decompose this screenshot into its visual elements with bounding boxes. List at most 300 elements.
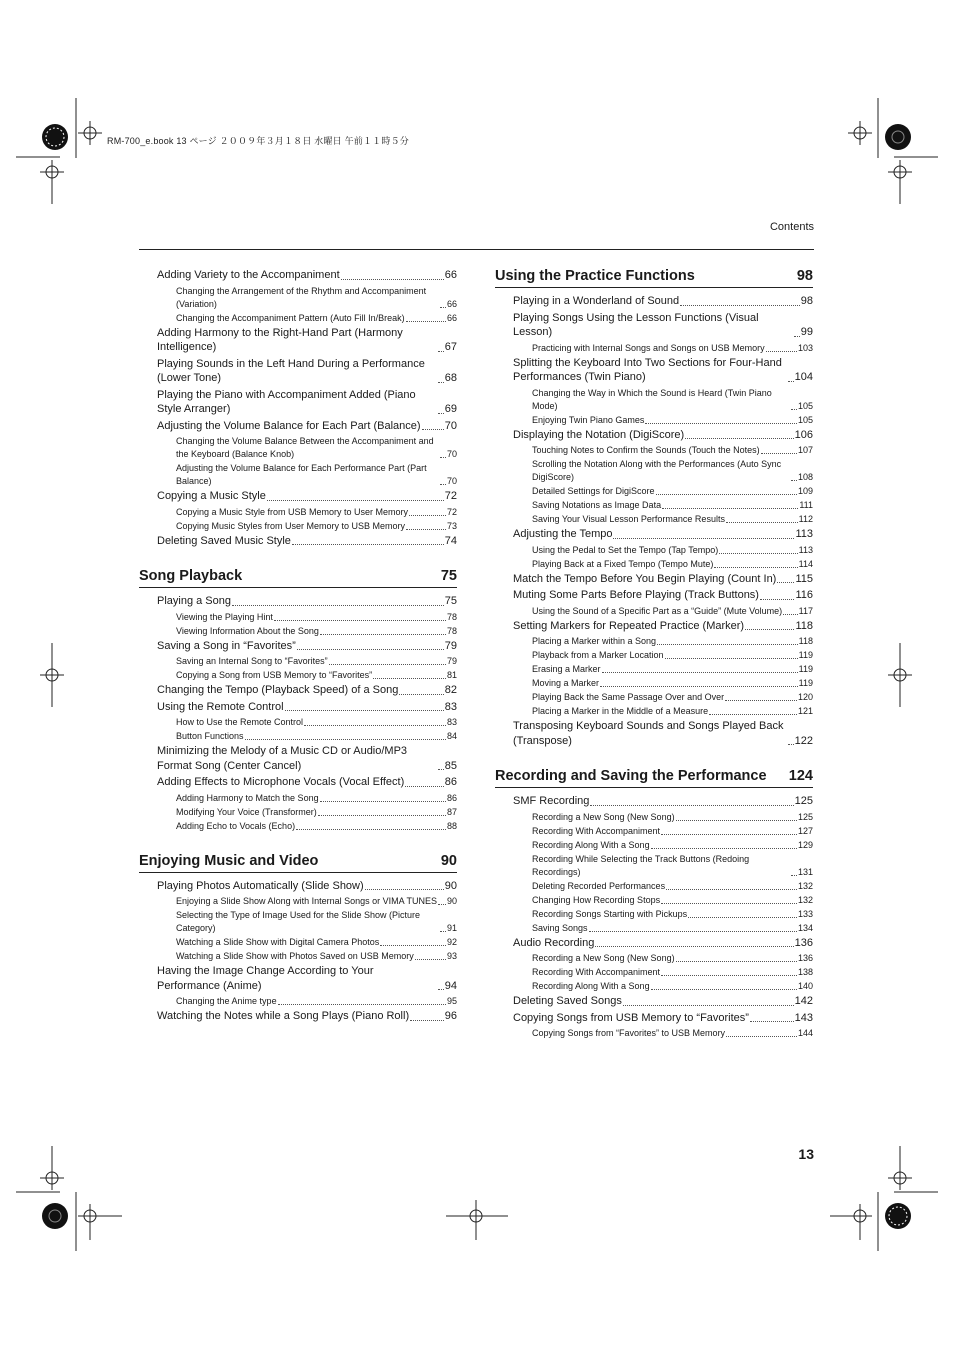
toc-entry[interactable] [139, 639, 457, 654]
entry-title: Adjusting the Volume Balance for Each Performance Part (Part Balance) [176, 463, 427, 486]
entry-title: Enjoying a Slide Show Along with Internal Songs or VIMA TUNES [176, 896, 437, 906]
entry-title: How to Use the Remote Control [176, 717, 304, 727]
toc-subentry[interactable] [495, 605, 813, 618]
toc-subentry[interactable] [495, 444, 813, 457]
dot-leader [761, 453, 797, 454]
section-title: Song Playback [139, 568, 243, 584]
toc-subentry[interactable] [495, 458, 813, 484]
entry-title: Watching a Slide Show with Photos Saved on USB Memory [176, 951, 414, 961]
entry-page: 72 [444, 490, 457, 502]
dot-leader [662, 508, 798, 509]
toc-entry[interactable] [139, 594, 457, 609]
dot-leader [399, 694, 443, 695]
dot-leader [245, 739, 446, 740]
entry-title: Adding Effects to Microphone Vocals (Vocal Effect) [157, 776, 405, 788]
entry-page: 125 [794, 795, 813, 807]
entry-title: Watching the Notes while a Song Plays (Piano Roll) [157, 1010, 410, 1022]
dot-leader [410, 1020, 444, 1021]
toc-subentry[interactable] [139, 820, 457, 833]
entry-title: Minimizing the Melody of a Music CD or Audio/MP3 Format Song (Center Cancel) [157, 745, 408, 772]
entry-page: 87 [446, 806, 457, 817]
right-column [495, 268, 813, 1060]
entry-title: Playing Songs Using the Lesson Functions (Visual Lesson) [513, 311, 759, 338]
dot-leader [666, 889, 797, 890]
dot-leader [438, 989, 444, 990]
dot-leader [794, 336, 800, 337]
entry-page: 122 [794, 734, 813, 747]
section-title: Enjoying Music and Video [139, 852, 319, 869]
dot-leader [676, 961, 797, 962]
dot-leader [791, 409, 797, 410]
page-number: 13 [798, 1146, 814, 1162]
dot-leader [438, 351, 444, 352]
dot-leader [304, 725, 446, 726]
entry-page: 103 [797, 342, 813, 353]
entry-page: 86 [446, 792, 457, 803]
toc-entry[interactable] [495, 619, 813, 634]
toc-entry[interactable] [495, 588, 813, 603]
toc-subentry[interactable] [139, 625, 457, 638]
dot-leader [365, 889, 444, 890]
dot-leader [318, 815, 446, 816]
dot-leader [726, 522, 798, 523]
entry-title: Setting Markers for Repeated Practice (Marker) [513, 619, 745, 632]
section-page: 75 [440, 568, 457, 584]
toc-section [495, 268, 813, 748]
entry-title: SMF Recording [513, 795, 590, 807]
toc-subentry[interactable] [495, 705, 813, 718]
entry-page: 106 [794, 428, 813, 441]
entry-title: Recording Along With a Song [532, 981, 650, 991]
toc-subentry[interactable] [139, 655, 457, 668]
section-heading[interactable] [139, 568, 457, 588]
toc-subentry[interactable] [495, 811, 813, 824]
entry-page: 88 [446, 820, 457, 831]
entry-page: 118 [798, 636, 813, 646]
entry-title: Using the Pedal to Set the Tempo (Tap Tempo) [532, 544, 719, 555]
toc-entry[interactable] [495, 719, 813, 748]
toc-entry[interactable] [139, 744, 457, 773]
toc-entry[interactable] [495, 936, 813, 951]
toc-entry[interactable] [495, 572, 813, 587]
entry-title: Changing the Accompaniment Pattern (Auto Fill In/Break) [176, 312, 405, 323]
toc-section [495, 768, 813, 1040]
entry-title: Changing the Way in Which the Sound is Heard (Twin Piano Mode) [532, 387, 772, 411]
dot-leader [623, 1005, 794, 1006]
dot-leader [341, 279, 444, 280]
entry-title: Using the Remote Control [157, 700, 284, 713]
entry-page: 98 [800, 295, 813, 307]
toc-subentry[interactable] [139, 792, 457, 805]
toc-entry[interactable] [495, 356, 813, 385]
entry-title: Recording a New Song (New Song) [532, 811, 675, 822]
entry-page: 119 [798, 664, 813, 674]
entry-title: Recording Along With a Song [532, 839, 650, 850]
entry-page: 74 [444, 534, 457, 547]
entry-title: Saving Notations as Image Data [532, 500, 662, 510]
entry-page: 134 [797, 922, 813, 933]
toc-subentry[interactable] [139, 730, 457, 743]
toc-subentry[interactable] [495, 894, 813, 907]
toc-entry[interactable] [495, 527, 813, 542]
entry-title: Match the Tempo Before You Begin Playing (Count In) [513, 572, 777, 585]
toc-subentry[interactable] [495, 677, 813, 690]
dot-leader [590, 805, 793, 806]
toc-subentry[interactable] [139, 895, 457, 908]
dot-leader [613, 538, 794, 539]
entry-title: Copying a Music Style [157, 490, 266, 502]
entry-title: Saving a Song in “Favorites” [157, 639, 296, 652]
entry-title: Changing the Tempo (Playback Speed) of a Song [157, 684, 399, 696]
toc-entry[interactable] [139, 1009, 457, 1024]
entry-page: 119 [798, 678, 813, 688]
dot-leader [589, 931, 797, 932]
section-heading[interactable] [495, 768, 813, 788]
entry-title: Playback from a Marker Location [532, 650, 664, 660]
entry-page: 104 [794, 371, 813, 383]
entry-page: 66 [444, 269, 457, 281]
entry-page: 75 [444, 595, 457, 607]
dot-leader [438, 382, 444, 383]
entry-title: Playing Photos Automatically (Slide Show) [157, 879, 364, 892]
entry-page: 136 [794, 936, 813, 949]
entry-page: 144 [797, 1028, 813, 1038]
entry-page: 112 [798, 514, 813, 524]
dot-leader [440, 307, 446, 308]
dot-leader [600, 686, 798, 687]
dot-leader [595, 946, 793, 947]
entry-title: Recording Songs Starting with Pickups [532, 908, 688, 919]
entry-title: Saving an Internal Song to “Favorites” [176, 656, 328, 666]
entry-page: 66 [446, 312, 457, 323]
toc-subentry[interactable] [495, 485, 813, 498]
file-info-line: RM-700_e.book 13 ページ ２００９年３月１８日 水曜日 午前１１時５分 [107, 136, 409, 146]
toc-subentry[interactable] [495, 663, 813, 676]
toc-subentry[interactable] [139, 936, 457, 949]
entry-title: Recording a New Song (New Song) [532, 953, 675, 963]
dot-leader [440, 931, 446, 932]
dot-leader [267, 500, 444, 501]
toc-entry[interactable] [139, 489, 457, 504]
dot-leader [766, 351, 797, 352]
entry-page: 70 [446, 449, 457, 459]
dot-leader [320, 634, 446, 635]
toc-entry[interactable] [139, 775, 457, 790]
entry-title: Button Functions [176, 731, 244, 741]
entry-page: 78 [446, 611, 457, 622]
toc-subentry[interactable] [139, 669, 457, 682]
dot-leader [297, 649, 444, 650]
dot-leader [406, 321, 446, 322]
dot-leader [791, 875, 797, 876]
toc-subentry[interactable] [495, 980, 813, 993]
entry-title: Enjoying Twin Piano Games [532, 414, 645, 425]
entry-title: Saving Your Visual Lesson Performance Results [532, 514, 725, 524]
entry-page: 79 [446, 656, 457, 666]
toc-entry[interactable] [139, 419, 457, 434]
dot-leader [661, 975, 797, 976]
entry-page: 95 [446, 996, 457, 1006]
entry-page: 109 [797, 486, 813, 496]
toc-entry[interactable] [495, 294, 813, 309]
entry-title: Deleting Saved Songs [513, 995, 622, 1007]
entry-page: 84 [446, 731, 457, 741]
entry-page: 91 [446, 923, 457, 933]
toc-entry[interactable] [139, 879, 457, 894]
entry-title: Erasing a Marker [532, 664, 601, 674]
entry-title: Transposing Keyboard Sounds and Songs Played Back (Transpose) [513, 720, 784, 747]
dot-leader [725, 700, 797, 701]
section-heading[interactable] [139, 853, 457, 873]
section-title: Recording and Saving the Performance [495, 768, 767, 784]
toc-subentry[interactable] [495, 499, 813, 512]
entry-title: Recording With Accompaniment [532, 825, 661, 836]
dot-leader [791, 480, 797, 481]
section-page: 90 [440, 852, 457, 869]
toc-entry[interactable] [495, 994, 813, 1009]
dot-leader [440, 457, 446, 458]
entry-title: Audio Recording [513, 936, 595, 949]
dot-leader [415, 959, 446, 960]
entry-page: 90 [446, 896, 457, 906]
toc-subentry[interactable] [495, 825, 813, 838]
entry-title: Adjusting the Tempo [513, 528, 613, 540]
entry-title: Copying Songs from USB Memory to “Favorites” [513, 1011, 749, 1024]
entry-title: Copying a Song from USB Memory to “Favorites” [176, 670, 373, 680]
entry-page: 66 [446, 298, 457, 309]
dot-leader [657, 644, 798, 645]
toc-entry[interactable] [139, 534, 457, 549]
entry-page: 81 [446, 670, 457, 680]
dot-leader [788, 744, 794, 745]
entry-page: 118 [795, 619, 813, 632]
toc-subentry[interactable] [495, 691, 813, 704]
toc-subentry[interactable] [495, 635, 813, 648]
entry-title: Playing the Piano with Accompaniment Added (Piano Style Arranger) [157, 388, 416, 415]
toc-subentry[interactable] [139, 909, 457, 935]
section-page: 124 [788, 768, 813, 784]
dot-leader [438, 413, 444, 414]
entry-page: 69 [444, 403, 457, 415]
toc-entry[interactable] [139, 388, 457, 417]
toc-subentry[interactable] [139, 520, 457, 533]
toc-subentry[interactable] [139, 312, 457, 325]
entry-page: 70 [444, 419, 457, 432]
entry-page: 73 [446, 520, 457, 531]
section-heading[interactable] [495, 268, 813, 288]
dot-leader [719, 553, 797, 554]
dot-leader [680, 305, 800, 306]
entry-title: Scrolling the Notation Along with the Performances (Auto Sync DigiScore) [532, 459, 782, 482]
entry-page: 72 [446, 506, 457, 517]
toc-subentry[interactable] [139, 950, 457, 963]
toc-subentry[interactable] [495, 880, 813, 893]
entry-title: Deleting Saved Music Style [157, 534, 291, 547]
entry-page: 138 [797, 967, 813, 977]
entry-page: 127 [797, 825, 813, 836]
entry-page: 119 [798, 650, 813, 660]
dot-leader [788, 381, 794, 382]
entry-page: 120 [797, 692, 813, 702]
dot-leader [709, 714, 797, 715]
toc-subentry[interactable] [139, 611, 457, 624]
toc-subentry[interactable] [495, 853, 813, 879]
dot-leader [685, 438, 793, 439]
entry-page: 99 [800, 326, 813, 338]
entry-title: Changing How Recording Stops [532, 894, 661, 905]
toc-subentry[interactable] [495, 342, 813, 355]
dot-leader [656, 494, 797, 495]
entry-title: Viewing Information About the Song [176, 625, 319, 636]
entry-title: Viewing the Playing Hint [176, 611, 273, 622]
entry-title: Playing a Song [157, 595, 231, 607]
toc-subentry[interactable] [495, 922, 813, 935]
toc-entry[interactable] [495, 1011, 813, 1026]
entry-title: Changing the Arrangement of the Rhythm and Accompaniment (Variation) [176, 285, 427, 309]
entry-page: 78 [446, 625, 457, 636]
entry-page: 117 [798, 605, 813, 616]
entry-page: 83 [446, 717, 457, 727]
entry-title: Placing a Marker in the Middle of a Measure [532, 706, 709, 716]
entry-page: 86 [444, 776, 457, 788]
entry-page: 111 [799, 500, 813, 510]
toc-entry[interactable] [139, 357, 457, 386]
toc-subentry[interactable] [139, 285, 457, 311]
entry-page: 136 [797, 953, 813, 963]
toc-entry[interactable] [139, 268, 457, 283]
entry-title: Recording With Accompaniment [532, 967, 661, 977]
left-sections [139, 568, 457, 1024]
dot-leader [714, 567, 797, 568]
entry-title: Practicing with Internal Songs and Songs on USB Memory [532, 342, 765, 353]
toc-subentry[interactable] [495, 387, 813, 413]
entry-page: 82 [444, 684, 457, 696]
dot-leader [745, 629, 794, 630]
continued-entries [139, 268, 457, 548]
entry-page: 133 [797, 908, 813, 919]
entry-title: Muting Some Parts Before Playing (Track Buttons) [513, 589, 759, 601]
entry-page: 140 [797, 981, 813, 991]
dot-leader [440, 484, 446, 485]
dot-leader [278, 1004, 446, 1005]
toc-subentry[interactable] [495, 414, 813, 427]
toc-subentry[interactable] [139, 435, 457, 461]
entry-title: Modifying Your Voice (Transformer) [176, 806, 317, 817]
toc-subentry[interactable] [495, 544, 813, 557]
toc-subentry[interactable] [139, 506, 457, 519]
entry-title: Playing Back the Same Passage Over and Over [532, 692, 725, 702]
header-rule [139, 249, 814, 250]
entry-title: Adjusting the Volume Balance for Each Part (Balance) [157, 419, 421, 432]
toc-subentry[interactable] [495, 966, 813, 979]
entry-page: 94 [444, 979, 457, 992]
entry-title: Touching Notes to Confirm the Sounds (Touch the Notes) [532, 445, 760, 455]
entry-page: 113 [795, 528, 813, 540]
entry-title: Copying Songs from “Favorites” to USB Memory [532, 1028, 726, 1038]
toc-subentry[interactable] [495, 839, 813, 852]
entry-page: 79 [444, 639, 457, 652]
entry-title: Using the Sound of a Specific Part as a “Guide” (Mute Volume) [532, 605, 783, 616]
dot-leader [285, 710, 444, 711]
toc-entry[interactable] [139, 683, 457, 698]
entry-title: Adding Harmony to Match the Song [176, 792, 319, 803]
dot-leader [726, 1036, 797, 1037]
dot-leader [405, 786, 444, 787]
dot-leader [783, 614, 798, 615]
dot-leader [661, 903, 797, 904]
toc-entry[interactable] [495, 311, 813, 340]
toc-entry[interactable] [139, 964, 457, 993]
dot-leader [380, 945, 446, 946]
entry-title: Adding Variety to the Accompaniment [157, 269, 340, 281]
toc-subentry[interactable] [139, 806, 457, 819]
dot-leader [676, 820, 797, 821]
entry-page: 114 [798, 558, 813, 569]
toc-subentry[interactable] [495, 513, 813, 526]
dot-leader [777, 582, 794, 583]
entry-title: Selecting the Type of Image Used for the Slide Show (Picture Category) [176, 910, 420, 933]
toc-subentry[interactable] [495, 558, 813, 571]
toc-entry[interactable] [139, 326, 457, 355]
entry-title: Copying Music Styles from User Memory to USB Memory [176, 520, 406, 531]
dot-leader [373, 678, 446, 679]
entry-title: Adding Harmony to the Right-Hand Part (Harmony Intelligence) [157, 326, 403, 353]
entry-title: Splitting the Keyboard Into Two Sections for Four-Hand Performances (Twin Piano) [513, 356, 782, 383]
toc-entry[interactable] [139, 700, 457, 715]
dot-leader [661, 834, 797, 835]
dot-leader [320, 801, 446, 802]
section-title: Using the Practice Functions [495, 268, 695, 284]
entry-title: Copying a Music Style from USB Memory to User Memory [176, 506, 409, 517]
dot-leader [760, 599, 794, 600]
entry-page: 125 [797, 811, 813, 822]
entry-title: Recording While Selecting the Track Buttons (Redoing Recordings) [532, 853, 750, 877]
toc-entry[interactable] [495, 428, 813, 443]
dot-leader [438, 769, 444, 770]
entry-title: Playing Sounds in the Left Hand During a Performance (Lower Tone) [157, 357, 425, 384]
dot-leader [645, 423, 797, 424]
entry-page: 85 [444, 759, 457, 772]
toc-subentry[interactable] [139, 995, 457, 1008]
entry-page: 93 [446, 951, 457, 961]
toc-subentry[interactable] [139, 716, 457, 729]
toc-subentry[interactable] [495, 1027, 813, 1040]
toc-subentry[interactable] [495, 952, 813, 965]
entry-title: Deleting Recorded Performances [532, 880, 666, 891]
dot-leader [274, 620, 446, 621]
entry-title: Moving a Marker [532, 678, 600, 688]
section-page: 98 [796, 268, 813, 284]
dot-leader [406, 529, 446, 530]
entry-title: Playing in a Wonderland of Sound [513, 295, 680, 307]
dot-leader [232, 605, 444, 606]
entry-title: Saving Songs [532, 922, 588, 933]
toc-subentry[interactable] [495, 908, 813, 921]
entry-title: Placing a Marker within a Song [532, 636, 657, 646]
toc-section [139, 853, 457, 1024]
toc-subentry[interactable] [139, 462, 457, 488]
dot-leader [329, 664, 446, 665]
entry-page: 70 [446, 476, 457, 486]
running-head: Contents [769, 221, 814, 233]
entry-title: Changing the Anime type [176, 996, 277, 1006]
entry-page: 92 [446, 937, 457, 947]
entry-page: 105 [797, 414, 813, 425]
entry-page: 131 [797, 866, 813, 877]
toc-entry[interactable] [495, 794, 813, 809]
toc-subentry[interactable] [495, 649, 813, 662]
entry-page: 67 [444, 341, 457, 353]
